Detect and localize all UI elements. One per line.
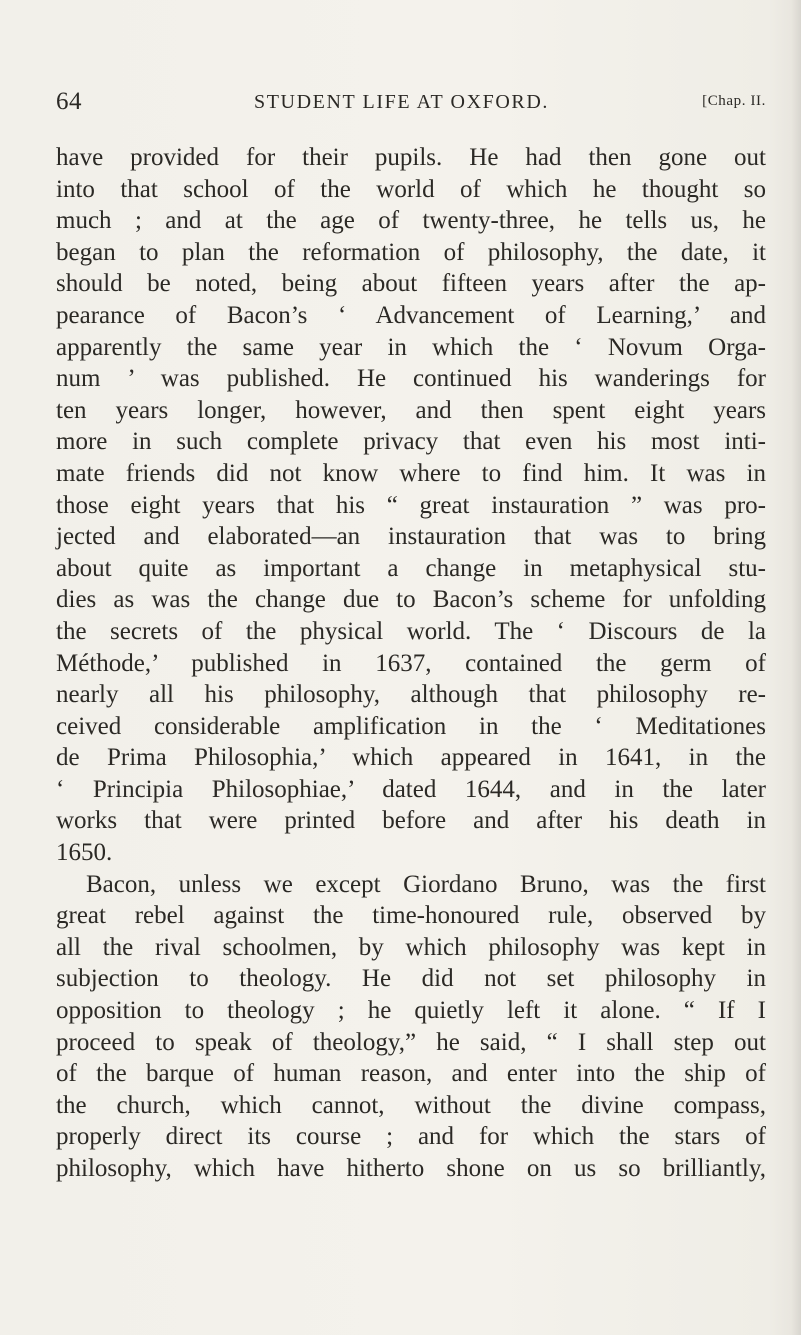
text-line: opposition to theology ; he quietly left it alone. “ If I (56, 997, 766, 1025)
text-line: subjection to theology. He did not set philosophy in (56, 965, 766, 993)
text-line: more in such complete privacy that even his most inti- (56, 428, 766, 456)
text-line: ‘ Principia Philosophiae,’ dated 1644, and in the later (56, 775, 766, 803)
text-line: have provided for their pupils. He had then gone out (56, 144, 766, 171)
text-line: mate friends did not know where to find him. It was in (56, 459, 766, 487)
text-line: much ; and at the age of twenty-three, he tells us, he (56, 207, 766, 235)
body-text (56, 142, 766, 1185)
text-line: works that were printed before and after his death in (56, 807, 766, 835)
chapter-reference: [Chap. II. (702, 93, 766, 109)
paragraph-start-line: Bacon, unless we except Giordano Bruno, was the first (86, 870, 766, 898)
text-line: about quite as important a change in metaphysical stu- (56, 554, 766, 582)
text-line: ceived considerable amplification in the ‘ Meditationes (56, 712, 766, 740)
text-line: great rebel against the time-honoured rule, observed by (56, 902, 766, 930)
text-line: should be noted, being about fifteen years after the ap- (56, 270, 766, 298)
page-number: 64 (56, 88, 82, 115)
paragraph-end-line: 1650. (56, 839, 113, 867)
text-line: the church, which cannot, without the divine compass, (56, 1091, 766, 1119)
text-line: of the barque of human reason, and enter into the ship of (56, 1060, 766, 1088)
text-line: de Prima Philosophia,’ which appeared in 1641, in the (56, 744, 766, 772)
text-line: properly direct its course ; and for which the stars of (56, 1123, 766, 1151)
text-line: pearance of Bacon’s ‘ Advancement of Learning,’ and (56, 301, 766, 329)
text-line: all the rival schoolmen, by which philosophy was kept in (56, 933, 766, 961)
running-head (56, 88, 766, 118)
text-line: ten years longer, however, and then spent eight years (56, 396, 766, 424)
text-line: began to plan the reformation of philosophy, the date, it (56, 238, 766, 266)
text-line: apparently the same year in which the ‘ Novum Orga- (56, 333, 766, 361)
text-line: dies as was the change due to Bacon’s scheme for unfolding (56, 586, 766, 614)
text-line: proceed to speak of theology,” he said, “ I shall step out (56, 1028, 766, 1056)
text-line: num ’ was published. He continued his wanderings for (56, 365, 766, 393)
page-edge-shadow (791, 0, 801, 1335)
text-line: nearly all his philosophy, although that philosophy re- (56, 681, 766, 709)
running-title: STUDENT LIFE AT OXFORD. (254, 91, 549, 113)
text-line: Méthode,’ published in 1637, contained the germ of (56, 649, 766, 677)
text-line: the secrets of the physical world. The ‘ Discours de la (56, 617, 766, 645)
text-line: into that school of the world of which he thought so (56, 175, 766, 203)
text-line: jected and elaborated—an instauration that was to bring (56, 523, 766, 551)
text-line: those eight years that his “ great instauration ” was pro- (56, 491, 766, 519)
text-line: philosophy, which have hitherto shone on us so brilliantly, (56, 1155, 766, 1182)
